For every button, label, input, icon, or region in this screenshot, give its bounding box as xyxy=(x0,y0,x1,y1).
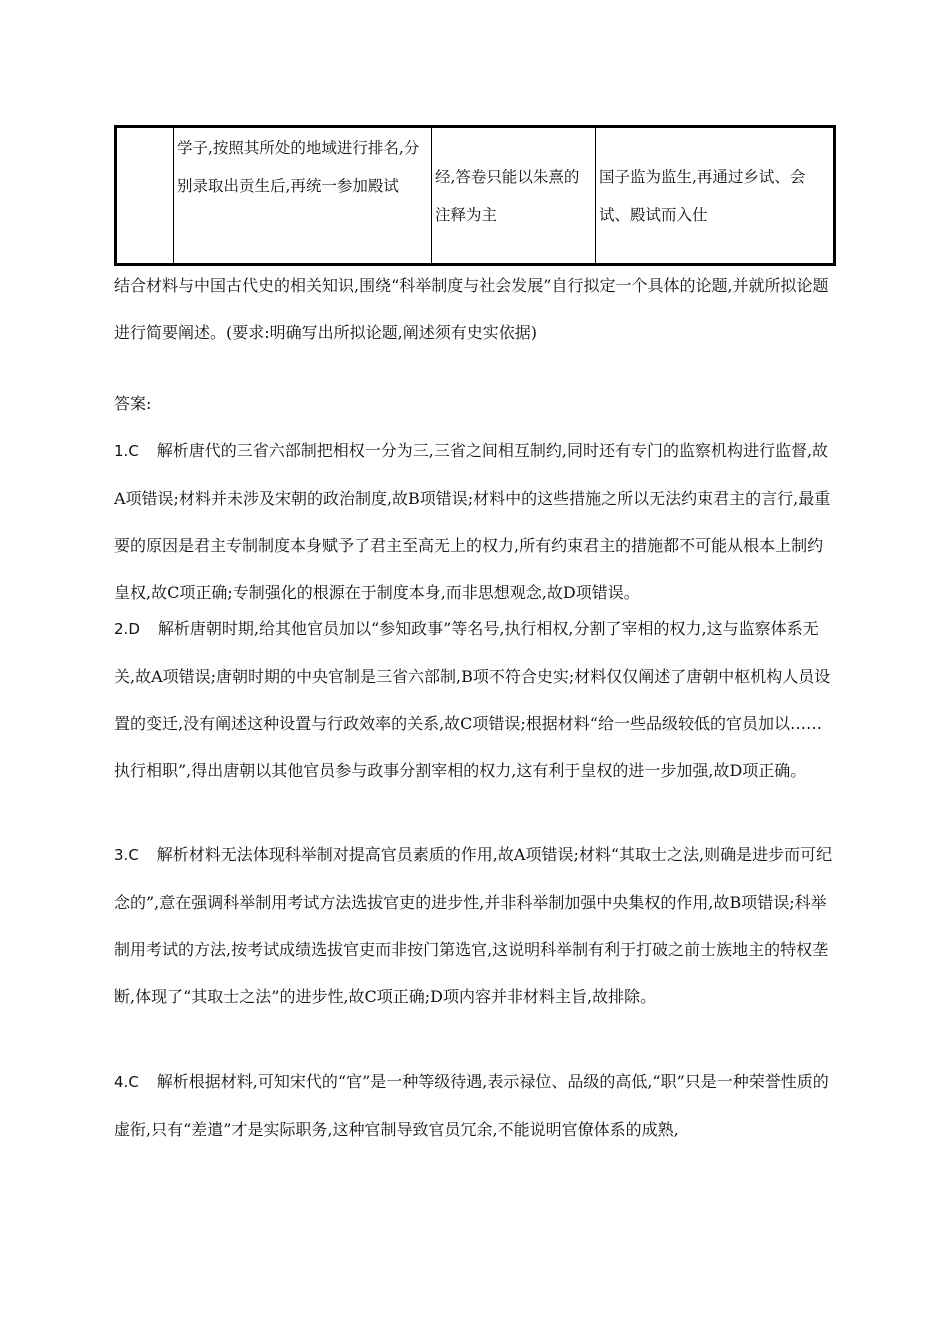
answer-explanation: 解析材料无法体现科举制对提高官员素质的作用,故A项错误;材料“其取士之法,则确是进步而可纪念的”,意在强调科举制用考试方法选拔官吏的进步性,并非科举制加强中央集权的作用,故B项错误;科举制用考试的方法,按考试成绩选拔官吏而非按门第选官,这说明科举制有利于打破之前士族地主的特权垄断,体现了“其取士之法”的进步性,故C项正确;D项内容并非材料主旨,故排除。 xyxy=(114,845,833,1006)
continued-table xyxy=(114,125,836,266)
table-cell: 学子,按照其所处的地域进行排名,分别录取出贡生后,再统一参加殿试 xyxy=(174,127,432,265)
answer-item xyxy=(114,427,836,616)
answer-choice: C xyxy=(128,1073,139,1091)
table-cell-empty xyxy=(116,127,174,265)
answer-item xyxy=(114,1058,836,1153)
answer-number: 1. xyxy=(114,442,129,460)
table-row xyxy=(116,127,835,265)
answer-explanation: 解析根据材料,可知宋代的“官”是一种等级待遇,表示禄位、品级的高低,“职”只是一种荣誉性质的虚衔,只有“差遣”才是实际职务,这种官制导致官员冗余,不能说明官僚体系的成熟, xyxy=(114,1072,829,1139)
answer-choice: D xyxy=(128,620,140,638)
answer-number: 3. xyxy=(114,846,129,864)
answer-choice: C xyxy=(128,846,139,864)
table-cell: 国子监为监生,再通过乡试、会试、殿试而入仕 xyxy=(596,127,835,265)
answer-number: 2. xyxy=(114,620,129,638)
answer-number: 4. xyxy=(114,1073,129,1091)
answer-explanation: 解析唐代的三省六部制把相权一分为三,三省之间相互制约,同时还有专门的监察机构进行监督,故A项错误;材料并未涉及宋朝的政治制度,故B项错误;材料中的这些措施之所以无法约束君主的言行,最重要的原因是君主专制制度本身赋予了君主至高无上的权力,所有约束君主的措施都不可能从根本上制约皇权,故C项正确;专制强化的根源在于制度本身,而非思想观念,故D项错误。 xyxy=(114,441,831,602)
answer-item xyxy=(114,831,836,1020)
answer-item xyxy=(114,605,836,794)
table-cell: 经,答卷只能以朱熹的注释为主 xyxy=(432,127,596,265)
question-text: 结合材料与中国古代史的相关知识,围绕“科举制度与社会发展”自行拟定一个具体的论题,并就所拟论题进行简要阐述。(要求:明确写出所拟论题,阐述须有史实依据) xyxy=(114,276,829,342)
answer-choice: C xyxy=(128,442,139,460)
answers-heading: 答案: xyxy=(114,394,152,413)
answer-explanation: 解析唐朝时期,给其他官员加以“参知政事”等名号,执行相权,分割了宰相的权力,这与监察体系无关,故A项错误;唐朝时期的中央官制是三省六部制,B项不符合史实;材料仅仅阐述了唐朝中枢机构人员设置的变迁,没有阐述这种设置与行政效率的关系,故C项错误;根据材料“给一些品级较低的官员加以……执行相职”,得出唐朝以其他官员参与政事分割宰相的权力,这有利于皇权的进一步加强,故D项正确。 xyxy=(114,619,831,780)
